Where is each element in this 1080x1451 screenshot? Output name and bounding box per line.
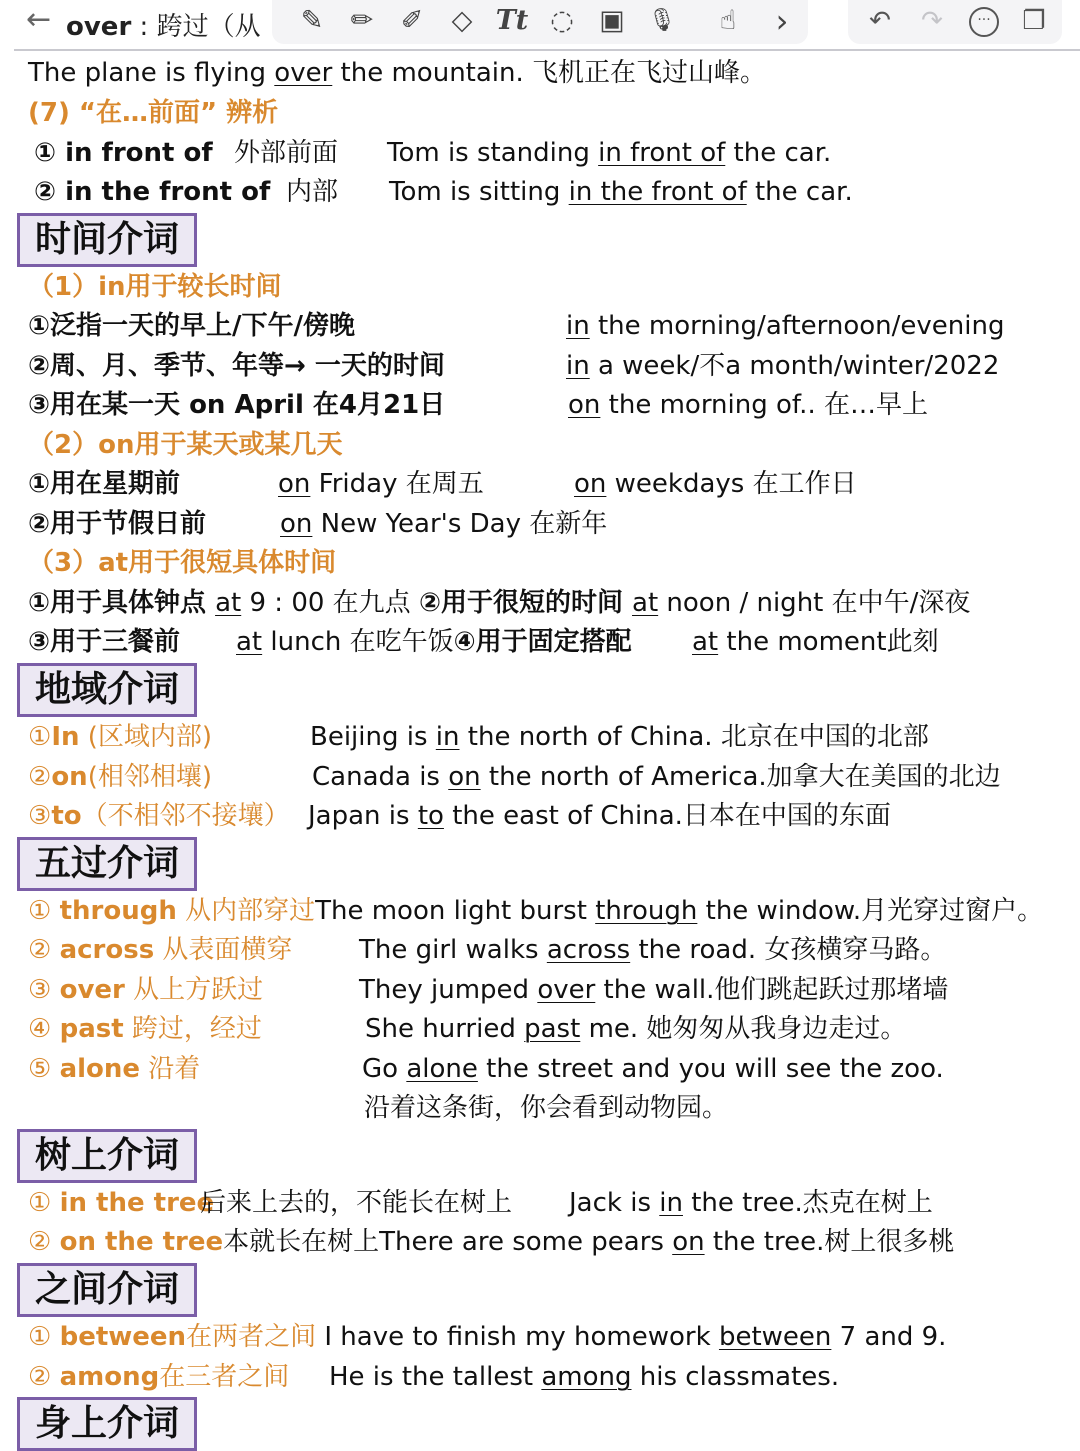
term bbox=[28, 1012, 262, 1046]
number: ① bbox=[28, 722, 52, 752]
image-icon[interactable]: ▣ bbox=[599, 5, 625, 36]
term-text: in the front of bbox=[65, 177, 271, 207]
rule: ③用于三餐前 bbox=[28, 627, 181, 657]
meaning: 在两者之间 bbox=[186, 1322, 317, 1352]
term bbox=[34, 175, 270, 209]
underlined-word: in the front of bbox=[568, 177, 747, 207]
microphone-icon[interactable]: 🎙 bbox=[648, 8, 676, 33]
text: weekdays 在工作日 bbox=[606, 469, 857, 499]
text: New Year's Day 在新年 bbox=[312, 509, 608, 539]
text: the window.月光穿过窗户。 bbox=[697, 896, 1044, 926]
number: ③ bbox=[28, 801, 52, 831]
text: Tom is sitting bbox=[389, 177, 569, 207]
note-row bbox=[28, 894, 1043, 928]
meaning: 本就长在树上 bbox=[223, 1227, 380, 1257]
meaning: 沿着 bbox=[140, 1054, 201, 1084]
number: ② bbox=[28, 1227, 60, 1257]
note-row bbox=[28, 625, 1068, 659]
meaning: 外部前面 bbox=[234, 138, 339, 168]
text: the north of America.加拿大在美国的北边 bbox=[480, 762, 1001, 792]
meaning: 内部 bbox=[286, 177, 339, 207]
chevron-right-icon[interactable]: › bbox=[775, 2, 789, 40]
example bbox=[569, 1186, 933, 1220]
underlined-word: alone bbox=[406, 1054, 478, 1084]
title-rest: : 跨过（从 bbox=[131, 12, 261, 42]
number: ① bbox=[28, 896, 60, 926]
term bbox=[28, 1360, 289, 1394]
underlined-word: at bbox=[236, 627, 263, 657]
pencil-icon[interactable]: ✏ bbox=[350, 5, 374, 36]
text: I have to finish my homework bbox=[324, 1322, 719, 1352]
note-row bbox=[28, 1360, 1068, 1394]
underlined-word: on bbox=[568, 390, 601, 420]
rule: ①用在星期前 bbox=[28, 469, 181, 499]
term-text: in the tree bbox=[59, 1188, 215, 1218]
underlined-word: over bbox=[274, 58, 333, 88]
toolbar-divider bbox=[14, 49, 1080, 51]
term-text: between bbox=[59, 1322, 187, 1352]
more-dots: ··· bbox=[969, 7, 999, 37]
example bbox=[359, 973, 948, 1007]
section-heading-tree: 树上介词 bbox=[17, 1129, 197, 1183]
text: the street and you will see the zoo. bbox=[477, 1054, 944, 1084]
text: Go bbox=[362, 1054, 407, 1084]
meaning: 跨过，经过 bbox=[123, 1014, 262, 1044]
section-heading-crossing: 五过介词 bbox=[17, 837, 197, 891]
redo-icon[interactable]: ↷ bbox=[921, 6, 943, 36]
text: the north of China. 北京在中国的北部 bbox=[459, 722, 929, 752]
meaning: 在三者之间 bbox=[159, 1362, 290, 1392]
note-row bbox=[28, 309, 1068, 343]
subheading: (7) “在…前面” 辨析 bbox=[28, 98, 279, 128]
underlined-word: at bbox=[632, 588, 659, 618]
rule: ②用于节假日前 bbox=[28, 509, 207, 539]
term-text: to bbox=[51, 801, 82, 831]
tool-palette bbox=[272, 0, 808, 44]
underlined-word: among bbox=[541, 1362, 632, 1392]
term-text: across bbox=[59, 935, 155, 965]
meaning: (相邻相壤) bbox=[87, 762, 212, 792]
text: the wall.他们跳起跃过那堵墙 bbox=[595, 975, 949, 1005]
term bbox=[28, 1227, 223, 1257]
text: 9 : 00 在九点 bbox=[241, 588, 419, 618]
underlined-word: on bbox=[448, 762, 481, 792]
example bbox=[365, 1012, 906, 1046]
document-title[interactable] bbox=[66, 6, 286, 43]
text: The moon light burst bbox=[315, 896, 596, 926]
text: the east of China.日本在中国的东面 bbox=[443, 801, 891, 831]
example bbox=[278, 467, 484, 501]
gesture-icon[interactable]: ☝ bbox=[719, 5, 737, 36]
text: The girl walks bbox=[359, 935, 547, 965]
example bbox=[359, 933, 946, 967]
rule-group bbox=[28, 625, 180, 659]
note-row bbox=[28, 1186, 1068, 1220]
underlined-word: over bbox=[537, 975, 596, 1005]
text: Canada is bbox=[312, 762, 449, 792]
text: They jumped bbox=[359, 975, 538, 1005]
note-row bbox=[28, 760, 1068, 794]
example bbox=[362, 1052, 944, 1086]
term bbox=[28, 760, 212, 794]
underlined-word: to bbox=[417, 801, 444, 831]
action-palette bbox=[848, 0, 1062, 44]
text: She hurried bbox=[365, 1014, 525, 1044]
underlined-word: at bbox=[215, 588, 242, 618]
note-row bbox=[34, 175, 1074, 209]
section-heading-body: 身上介词 bbox=[17, 1397, 197, 1451]
subheading: （2）on用于某天或某几天 bbox=[28, 430, 343, 460]
rule: ②用于很短的时间 bbox=[418, 588, 633, 618]
more-icon[interactable] bbox=[964, 2, 1004, 40]
section-heading-between: 之间介词 bbox=[17, 1263, 197, 1317]
number: ③ bbox=[28, 975, 60, 1005]
note-row bbox=[28, 799, 1068, 833]
term bbox=[28, 973, 263, 1007]
text: lunch 在吃午饭 bbox=[262, 627, 454, 657]
note-row bbox=[28, 1225, 954, 1259]
example bbox=[308, 799, 891, 833]
meaning: (区域内部) bbox=[79, 722, 213, 752]
term bbox=[34, 136, 213, 170]
rule: ①用于具体钟点 bbox=[28, 588, 216, 618]
subheading: （1）in用于较长时间 bbox=[28, 272, 282, 302]
example bbox=[389, 175, 853, 209]
rule: ④用于固定搭配 bbox=[453, 627, 632, 657]
example bbox=[568, 388, 928, 422]
highlighter-icon[interactable]: ✐ bbox=[400, 5, 424, 36]
underlined-word: between bbox=[718, 1322, 832, 1352]
underlined-word: on bbox=[672, 1227, 705, 1257]
rule: ③用在某一天 on April 在4月21日 bbox=[28, 390, 446, 420]
example bbox=[566, 309, 1004, 343]
number: ② bbox=[28, 762, 52, 792]
text: the car. bbox=[746, 177, 853, 207]
meaning: 从内部穿过 bbox=[176, 896, 316, 926]
text: the moment此刻 bbox=[718, 627, 939, 657]
underlined-word: on bbox=[280, 509, 313, 539]
note-row bbox=[28, 720, 1068, 754]
underlined-word: in bbox=[435, 722, 460, 752]
text: Friday 在周五 bbox=[310, 469, 484, 499]
note-row bbox=[34, 136, 1074, 170]
term-text: among bbox=[59, 1362, 160, 1392]
term bbox=[28, 1322, 316, 1352]
term bbox=[28, 799, 290, 833]
section-heading-region: 地域介词 bbox=[17, 663, 197, 717]
underlined-word: in bbox=[566, 311, 590, 341]
number: ① bbox=[34, 138, 66, 168]
underlined-word: past bbox=[524, 1014, 581, 1044]
subheading: （3）at用于很短具体时间 bbox=[28, 548, 337, 578]
note-row bbox=[28, 349, 1068, 383]
lasso-icon[interactable]: ◌ bbox=[550, 5, 574, 36]
example bbox=[692, 625, 939, 659]
underlined-word: in front of bbox=[598, 138, 726, 168]
note-line bbox=[28, 56, 766, 90]
note-row bbox=[28, 388, 1068, 422]
meaning: 后来上去的，不能长在树上 bbox=[200, 1188, 513, 1218]
term bbox=[28, 1052, 200, 1086]
term-text: through bbox=[59, 896, 177, 926]
text: Japan is bbox=[308, 801, 418, 831]
example bbox=[566, 349, 999, 383]
text: the car. bbox=[725, 138, 832, 168]
note-row bbox=[28, 467, 1068, 501]
term bbox=[28, 933, 292, 967]
title-bold: over bbox=[66, 12, 132, 42]
rule: ①泛指一天的早上/下午/傍晚 bbox=[28, 311, 356, 341]
number: ① bbox=[28, 1322, 60, 1352]
text: Tom is standing bbox=[387, 138, 599, 168]
eraser-icon[interactable]: ◇ bbox=[451, 5, 473, 36]
example bbox=[310, 720, 929, 754]
underlined-word: on bbox=[278, 469, 311, 499]
term-text: on the tree bbox=[59, 1227, 224, 1257]
underlined-word: across bbox=[546, 935, 631, 965]
term-text: over bbox=[59, 975, 125, 1005]
example bbox=[329, 1360, 839, 1394]
number: ② bbox=[28, 935, 60, 965]
underlined-word: in bbox=[659, 1188, 683, 1218]
pen-icon[interactable]: ✎ bbox=[300, 5, 324, 36]
note-row bbox=[28, 973, 1068, 1007]
text: the morning of.. 在…早上 bbox=[600, 390, 928, 420]
text: his classmates. bbox=[631, 1362, 840, 1392]
undo-icon[interactable]: ↶ bbox=[869, 6, 891, 36]
number: ② bbox=[28, 1362, 60, 1392]
note-row bbox=[28, 933, 1068, 967]
term bbox=[28, 896, 315, 926]
underlined-word: in bbox=[566, 351, 590, 381]
rule: ②周、月、季节、年等→ 一天的时间 bbox=[28, 351, 445, 381]
text: There are some pears bbox=[379, 1227, 673, 1257]
example bbox=[574, 467, 857, 501]
pages-icon[interactable]: ❐ bbox=[1022, 6, 1046, 36]
text: the tree.杰克在树上 bbox=[682, 1188, 933, 1218]
term bbox=[28, 720, 212, 754]
note-row bbox=[28, 1052, 1068, 1086]
underlined-word: through bbox=[595, 896, 698, 926]
text: the morning/afternoon/evening bbox=[589, 311, 1005, 341]
meaning: 从表面横穿 bbox=[154, 935, 293, 965]
term-text: In bbox=[51, 722, 80, 752]
text: 7 and 9. bbox=[831, 1322, 947, 1352]
underlined-word: on bbox=[574, 469, 607, 499]
text: noon / night 在中午/深夜 bbox=[658, 588, 971, 618]
text: The plane is flying bbox=[28, 58, 275, 88]
text-icon[interactable]: Tt bbox=[495, 5, 529, 36]
text: the tree.树上很多桃 bbox=[704, 1227, 955, 1257]
number: ② bbox=[34, 177, 66, 207]
text: the mountain. 飞机正在飞过山峰。 bbox=[332, 58, 767, 88]
number: ④ bbox=[28, 1014, 60, 1044]
number: ⑤ bbox=[28, 1054, 60, 1084]
example bbox=[387, 136, 831, 170]
note-row bbox=[28, 1320, 946, 1354]
meaning: 从上方跃过 bbox=[124, 975, 264, 1005]
section-heading-time: 时间介词 bbox=[17, 213, 197, 267]
term bbox=[28, 1186, 214, 1220]
underlined-word: at bbox=[692, 627, 719, 657]
meaning: （不相邻不接壤） bbox=[81, 801, 290, 831]
number: ① bbox=[28, 1188, 60, 1218]
example bbox=[280, 507, 607, 541]
example bbox=[236, 625, 632, 659]
note-line: 沿着这条街，你会看到动物园。 bbox=[364, 1093, 729, 1123]
note-row bbox=[28, 507, 1068, 541]
text: He is the tallest bbox=[329, 1362, 542, 1392]
term-text: on bbox=[51, 762, 88, 792]
note-row bbox=[28, 586, 970, 620]
text: Jack is bbox=[569, 1188, 660, 1218]
top-toolbar bbox=[0, 0, 1080, 52]
term-text: past bbox=[59, 1014, 124, 1044]
back-arrow-icon[interactable]: ← bbox=[26, 2, 52, 37]
example bbox=[312, 760, 1001, 794]
term-text: in front of bbox=[65, 138, 213, 168]
text: the road. 女孩横穿马路。 bbox=[630, 935, 947, 965]
term-text: alone bbox=[59, 1054, 141, 1084]
note-row bbox=[28, 1012, 1068, 1046]
text: a week/不a month/winter/2022 bbox=[589, 351, 1000, 381]
text: Beijing is bbox=[310, 722, 436, 752]
text: me. 她匆匆从我身边走过。 bbox=[580, 1014, 907, 1044]
